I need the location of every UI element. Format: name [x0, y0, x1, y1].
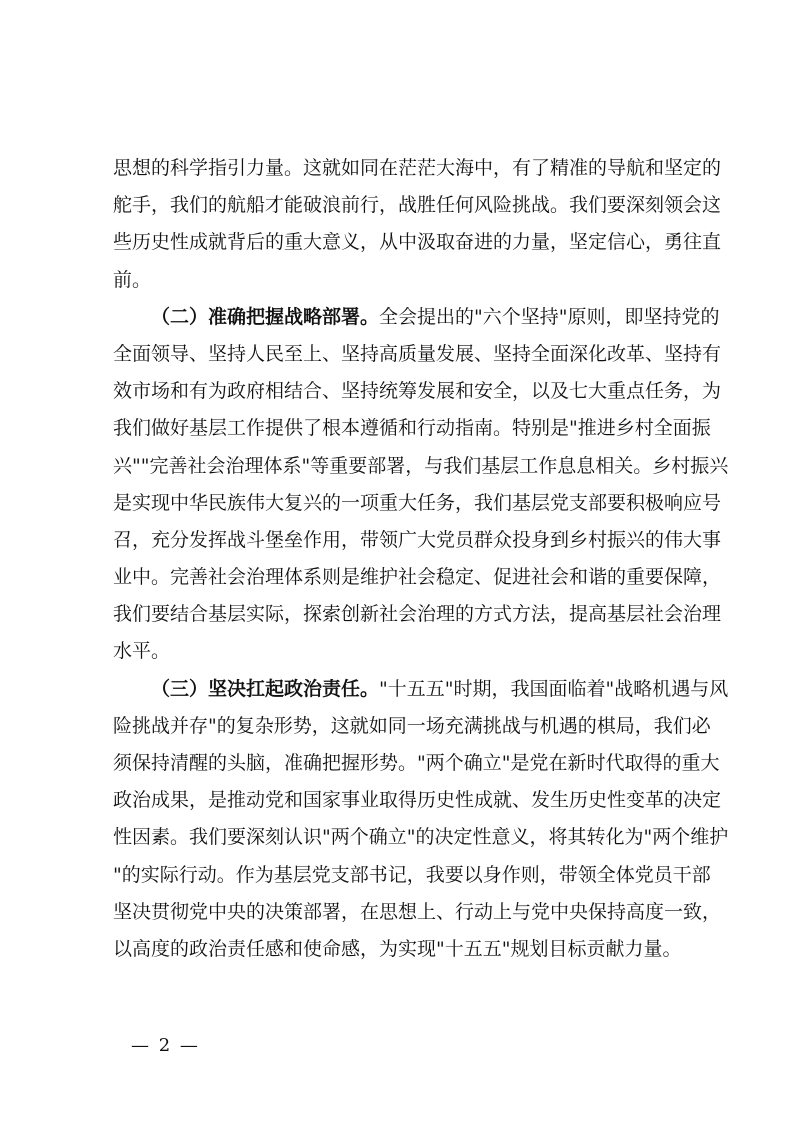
paragraph-2: [113, 299, 729, 671]
text-line: 须保持清醒的头脑，准确把握形势。"两个确立"是党在新时代取得的重大: [113, 752, 720, 774]
paragraph-3: [113, 671, 729, 969]
text-line: 政治成果，是推动党和国家事业取得历史性成就、发生历史性变革的决定: [113, 789, 722, 812]
text-line: 些历史性成就背后的重大意义，从中汲取奋进的力量，坚定信心，勇往直: [113, 231, 722, 254]
text-line: 召，充分发挥战斗堡垒作用，带领广大党员群众投身到乡村振兴的伟大事: [113, 528, 722, 551]
text-line: 前。: [113, 268, 152, 291]
text-line: 是实现中华民族伟大复兴的一项重大任务，我们基层党支部要积极响应号: [113, 491, 722, 514]
heading-followup-text: 全会提出的"六个坚持"原则，即坚持党的: [379, 305, 720, 328]
text-line: 业中。完善社会治理体系则是维护社会稳定、促进社会和谐的重要保障，: [113, 566, 722, 589]
text-line: 兴""完善社会治理体系"等重要部署，与我们基层工作息息相关。乡村振兴: [113, 454, 729, 477]
text-line: "的实际行动。作为基层党支部书记，我要以身作则，带领全体党员干部: [113, 863, 711, 886]
text-line: [113, 299, 720, 336]
page-number: — 2 —: [131, 1035, 200, 1056]
section-heading-3: （三）坚决扛起政治责任。: [151, 677, 380, 700]
text-line: 坚决贯彻党中央的决策部署，在思想上、行动上与党中央保持高度一致，: [113, 900, 722, 923]
text-line: 我们要结合基层实际，探索创新社会治理的方式方法，提高基层社会治理: [113, 603, 722, 626]
text-line: [113, 671, 729, 708]
text-line: 性因素。我们要深刻认识"两个确立"的决定性意义，将其转化为"两个维护: [113, 826, 729, 849]
text-line: 效市场和有为政府相结合、坚持统筹发展和安全，以及七大重点任务，为: [113, 380, 722, 403]
text-line: 水平。: [113, 640, 171, 663]
paragraph-1: [113, 150, 722, 299]
section-heading-2: （二）准确把握战略部署。: [151, 305, 380, 328]
text-line: 险挑战并存"的复杂形势，这就如同一场充满挑战与机遇的棋局，我们必: [113, 714, 711, 737]
text-line: 思想的科学指引力量。这就如同在茫茫大海中，有了精准的导航和坚定的: [113, 157, 722, 179]
text-line: 全面领导、坚持人民至上、坚持高质量发展、坚持全面深化改革、坚持有: [113, 342, 722, 365]
document-body: [113, 150, 729, 968]
text-line: 我们做好基层工作提供了根本遵循和行动指南。特别是"推进乡村全面振: [113, 417, 711, 440]
text-line: 以高度的政治责任感和使命感，为实现"十五五"规划目标贡献力量。: [113, 937, 682, 960]
text-line: 舵手，我们的航船才能破浪前行，战胜任何风险挑战。我们要深刻领会这: [113, 194, 722, 217]
heading-followup-text: "十五五"时期，我国面临着"战略机遇与风: [379, 677, 729, 700]
